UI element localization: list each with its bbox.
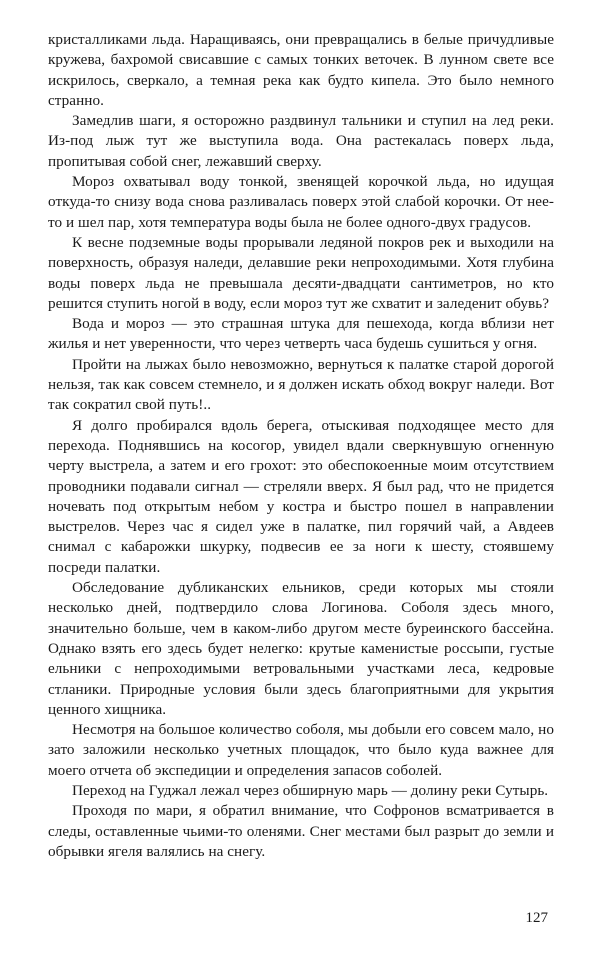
paragraph-4: К весне подземные воды прорывали ледяной покров рек и выходили на поверхность, образуя наледи, делавшие реки непроходимыми. Хотя глубина воды поверх льда не превышала десяти-двадцати сантиметров, но кто решится ступить ногой в воду, если мороз тут же схватит и заледенит обувь? [48, 233, 554, 312]
paragraph-2: Замедлив шаги, я осторожно раздвинул тальники и ступил на лед реки. Из-под лыж тут же выступила вода. Она растекалась поверх льда, пропитывая собой снег, лежавший сверху. [48, 112, 554, 170]
page-body [48, 30, 554, 862]
paragraph-10: Переход на Гуджал лежал через обширную марь — долину реки Сутырь. [72, 781, 549, 799]
paragraph-3: Мороз охватывал воду тонкой, звенящей корочкой льда, но идущая откуда-то снизу вода снова разливалась поверх этой слабой корочки. От нее-то и шел пар, хотя температура воды была не более одного-двух градусов. [48, 173, 554, 231]
paragraph-11: Проходя по мари, я обратил внимание, что Софронов всматривается в следы, оставленные чьими-то оленями. Снег местами был разрыт до земли и обрывки ягеля валялись на снегу. [48, 802, 554, 860]
paragraph-6: Пройти на лыжах было невозможно, вернуться к палатке старой дорогой нельзя, так как совсем стемнело, и я должен искать обход вокруг наледи. Вот так сократил свой путь!.. [48, 355, 554, 414]
page-number: 127 [525, 910, 548, 926]
paragraph-9: Несмотря на большое количество соболя, мы добыли его совсем мало, но зато заложили несколько учетных площадок, что было куда важнее для моего отчета об экспедиции и определения запасов соболей. [48, 721, 554, 779]
paragraph-1: кристалликами льда. Наращиваясь, они превращались в белые причудливые кружева, бахромой свисавшие с самых тонких веточек. В лунном свете все искрилось, сверкало, а темная река как будто кипела. Это было немного странно. [48, 31, 554, 109]
paragraph-8: Обследование дубликанских ельников, среди которых мы стояли несколько дней, подтвердило слова Логинова. Соболя здесь много, значительно больше, чем в каком-либо другом месте буреинского бассейна. Однако взять его здесь будет нелегко: крутые каменистые россыпи, густые ельники с непроходимыми ветровальными участками леса, кедровые стланики. Природные условия были здесь благоприятными для укрытия ценного хищника. [48, 579, 554, 718]
paragraph-5: Вода и мороз — это страшная штука для пешехода, когда вблизи нет жилья и нет уверенности, что через четверть часа будешь сушиться у огня. [48, 315, 554, 353]
paragraph-7: Я долго пробирался вдоль берега, отыскивая подходящее место для перехода. Поднявшись на косогор, увидел вдали сверкнувшую огненную черту выстрела, а затем и его грохот: это обеспокоенные моим отсутствием проводники подавали сигнал — стреляли вверх. Я был рад, что не придется ночевать под открытым небом у костра и быстро пошел в направлении выстрелов. Через час я сидел уже в палатке, пил горячий чай, а Авдеев снимал с кабарожки шкурку, подвесив ее за ноги к шесту, стоявшему посреди палатки. [48, 416, 554, 576]
